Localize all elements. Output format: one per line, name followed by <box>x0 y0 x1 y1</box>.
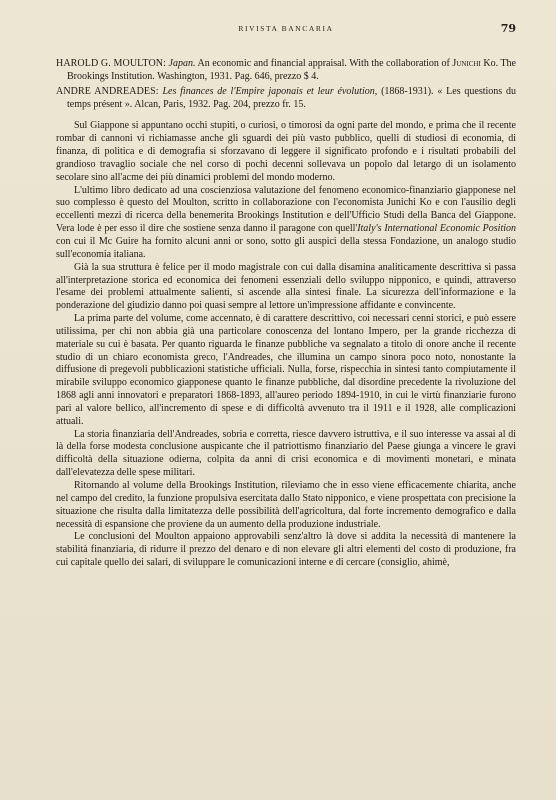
paragraph: La prima parte del volume, come accennato, è di carattere descrittivo, coi necessari cenni storici, e può essere utilissima, per chi non abbia già una particolare conoscenza del lontano Impero, per la grande ricchezza di materiale su cui è basata. Per quanto riguarda le finanze pubbliche va segnalato a titolo di onore anche il recente studio di un chiaro economista greco, l'Andreades, che illumina un campo sinora poco noto, nonostante la diffusione di pregevoli pubblicazioni statistiche ufficiali. Nulla, forse, rispecchia in sintesi tanto compiutamente il mirabile sviluppo economico giapponese quanto le finanze pubbliche, dal disordine precedente la rivoluzione del 1868 agli anni innovatori e preparatori 1868-1893, all'aureo periodo 1894-1910, in cui le virtù finanziarie furono pari al valore bellico, all'incremento di spese e di difficoltà avvenuto tra il 1911 e il 1928, alle complicazioni attuali. <box>56 313 516 427</box>
journal-title: RIVISTA BANCARIA <box>238 24 334 33</box>
reference-title: Japan. <box>168 58 196 69</box>
reference-details: An economic and financial appraisal. With the collaboration of <box>197 58 450 69</box>
article-body <box>56 58 516 570</box>
paragraph: La storia finanziaria dell'Andreades, sobria e corretta, riesce davvero istruttiva, e il suo interesse va assai al di là della forse modesta conclusione auspicante che il patriottismo finanziario del Paese giunga a vincere le gravi difficoltà della situazione odierna, colpita da anni di crisi economica e di movimenti monetari, e minata dall'elevatezza delle spese militari. <box>56 428 516 479</box>
paragraph-text: L'ultimo libro dedicato ad una coscienziosa valutazione del fenomeno economico-finanziario giapponese nel suo complesso è questo del Moulton, scritto in collaborazione con l'economista Junichi Ko e con l'ausilio degli eccellenti mezzi di ricerca della benemerita Brookings Institution e dell'Ufficio Studi della Banca del Giappone. Vera lode è per esso il dire che sostiene senza danno il paragone con quell' <box>56 184 516 235</box>
page-number: 79 <box>500 22 516 35</box>
reference-entry <box>56 58 516 84</box>
paragraph: Sul Giappone si appuntano occhi stupiti, o curiosi, o timorosi da ogni parte del mondo, e prima che il recente rombar di cannoni vi richiamasse anche gli sguardi dei più vasto pubblico, quelli di studiosi di economia, di finanza, di politica e di demografia si sforzavano di leggere il significato profondo e i risultati probabili del grandioso travaglio sociale che nel corso di pochi decenni sollevava un popolo dal letargo di un isolamento secolare sino all'acme dei più dinamici problemi del mondo moderno. <box>56 120 516 183</box>
reference-details-cont: Ko. The Brookings Institution. Washington, 1931. Pag. 646, prezzo $ 4. <box>67 58 516 82</box>
paragraph <box>56 185 516 262</box>
reference-entry <box>56 86 516 112</box>
paragraph-text-cont: con cui il Mc Guire ha fornito alcuni anni or sono, sotto gli auspici della stessa Fondazione, un analogo studio sull'economia italiana. <box>56 235 516 260</box>
paragraph: Ritornando al volume della Brookings Institution, rileviamo che in esso viene efficacemente chiarita, anche nel campo del credito, la funzione propulsiva esercitata dallo Stato nipponico, e viene prospettata con precisione la situazione che risulta dalla limitatezza delle possibilità dell'agricoltura, dal forte incremento demografico e dalla necessità di espansione che proviene da un aumento della produzione industriale. <box>56 480 516 530</box>
reference-author: HAROLD G. MOULTON: <box>56 58 166 69</box>
running-head <box>56 22 516 38</box>
paragraph: Le conclusioni del Moulton appaiono approvabili senz'altro là dove si addita la necessità di mantenere la stabilità finanziaria, di ridurre il prezzo del denaro e di non elevare gli altri elementi del costo di produzione, fra cui capitale quello dei salari, di sviluppare le comunicazioni interne e di cercare (consiglio, ahimè, <box>56 531 516 569</box>
cited-work-title: Italy's International Economic Position <box>357 223 516 235</box>
reference-title: Les finances de l'Empire japonais et leur évolution, <box>162 85 378 97</box>
reference-author: ANDRE ANDREADES: <box>56 85 159 97</box>
paragraph: Già la sua struttura è felice per il modo magistrale con cui dalla disamina analiticamente descrittiva si passa all'interpretazione storica ed economica dei fenomeni essenziali dello sviluppo nipponico, e quindi, attraverso l'esame dei problemi attualmente salienti, si ascende alla sintesi finale. La sicurezza dell'informazione e la ponderazione del giudizio danno poi quasi sempre al lettore un'impressione affidante e convincente. <box>56 261 516 312</box>
reference-details: (1868-1931). « Les questions du temps présent ». Alcan, Paris, 1932. Pag. 204, prezzo fr. 15. <box>67 85 517 110</box>
reference-collaborator: Junichi <box>452 58 481 69</box>
